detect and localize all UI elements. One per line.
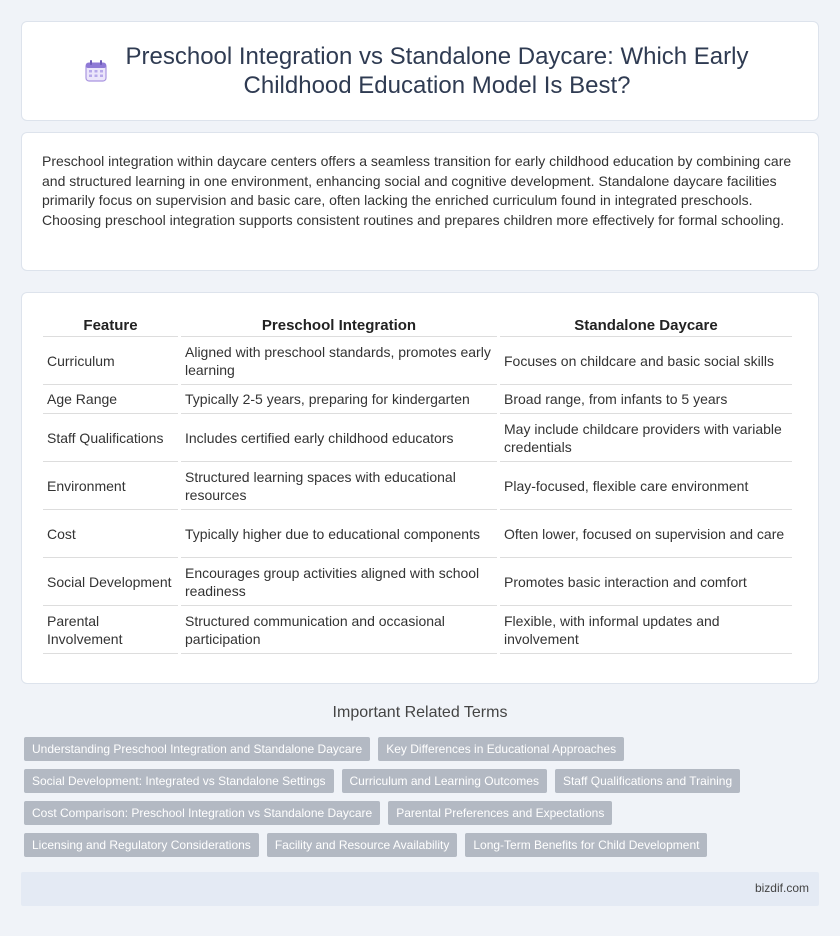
preschool-cell: Structured learning spaces with educational resources <box>181 462 497 510</box>
feature-cell: Age Range <box>43 385 178 414</box>
table-row <box>43 462 792 510</box>
related-term-tag[interactable]: Cost Comparison: Preschool Integration vs Standalone Daycare <box>24 801 380 825</box>
comparison-card <box>21 292 819 684</box>
related-term-tag[interactable]: Key Differences in Educational Approaches <box>378 737 624 761</box>
related-term-tag[interactable]: Social Development: Integrated vs Standalone Settings <box>24 769 334 793</box>
preschool-cell: Aligned with preschool standards, promotes early learning <box>181 337 497 385</box>
preschool-cell: Encourages group activities aligned with school readiness <box>181 558 497 606</box>
intro-card <box>21 132 819 271</box>
feature-cell: Staff Qualifications <box>43 414 178 462</box>
related-term-tag[interactable]: Licensing and Regulatory Considerations <box>24 833 259 857</box>
preschool-cell: Typically higher due to educational components <box>181 510 497 558</box>
feature-cell: Social Development <box>43 558 178 606</box>
table-row <box>43 558 792 606</box>
table-header-row <box>43 311 792 337</box>
daycare-cell: Flexible, with informal updates and involvement <box>500 606 792 654</box>
related-term-tag[interactable]: Facility and Resource Availability <box>267 833 458 857</box>
footer-site-link[interactable]: bizdif.com <box>754 881 809 895</box>
daycare-cell: Often lower, focused on supervision and care <box>500 510 792 558</box>
table-row <box>43 606 792 654</box>
feature-cell: Environment <box>43 462 178 510</box>
table-row <box>43 337 792 385</box>
preschool-cell: Typically 2-5 years, preparing for kindergarten <box>181 385 497 414</box>
intro-paragraph: Preschool integration within daycare centers offers a seamless transition for early childhood education by combining care and structured learning in one environment, enhancing social and cognitive development. Standalone daycare facilities primarily focus on supervision and basic care, often lacking the enriched curriculum found in integrated preschools. Choosing preschool integration supports consistent routines and prepares children more effectively for formal schooling. <box>42 153 792 228</box>
related-term-tag[interactable]: Long-Term Benefits for Child Development <box>465 833 707 857</box>
feature-cell: Cost <box>43 510 178 558</box>
calendar-icon <box>83 58 109 84</box>
daycare-cell: Focuses on childcare and basic social skills <box>500 337 792 385</box>
footer <box>21 872 819 906</box>
header-preschool-integration: Preschool Integration <box>181 311 497 337</box>
preschool-cell: Includes certified early childhood educators <box>181 414 497 462</box>
title-wrap <box>83 42 757 100</box>
daycare-cell: Broad range, from infants to 5 years <box>500 385 792 414</box>
table-row <box>43 385 792 414</box>
feature-cell: Curriculum <box>43 337 178 385</box>
daycare-cell: Play-focused, flexible care environment <box>500 462 792 510</box>
related-term-tag[interactable]: Curriculum and Learning Outcomes <box>342 769 547 793</box>
page-title: Preschool Integration vs Standalone Daycare: Which Early Childhood Education Model Is Best? <box>125 43 749 99</box>
feature-cell: Parental Involvement <box>43 606 178 654</box>
table-row <box>43 414 792 462</box>
header-feature: Feature <box>43 311 178 337</box>
related-terms-list <box>24 737 814 857</box>
daycare-cell: Promotes basic interaction and comfort <box>500 558 792 606</box>
related-terms-heading: Important Related Terms <box>332 704 508 721</box>
related-term-tag[interactable]: Understanding Preschool Integration and Standalone Daycare <box>24 737 370 761</box>
related-term-tag[interactable]: Staff Qualifications and Training <box>555 769 740 793</box>
daycare-cell: May include childcare providers with variable credentials <box>500 414 792 462</box>
preschool-cell: Structured communication and occasional participation <box>181 606 497 654</box>
header-standalone-daycare: Standalone Daycare <box>500 311 792 337</box>
table-row <box>43 510 792 558</box>
title-card <box>21 21 819 121</box>
comparison-table <box>40 311 795 654</box>
related-term-tag[interactable]: Parental Preferences and Expectations <box>388 801 612 825</box>
